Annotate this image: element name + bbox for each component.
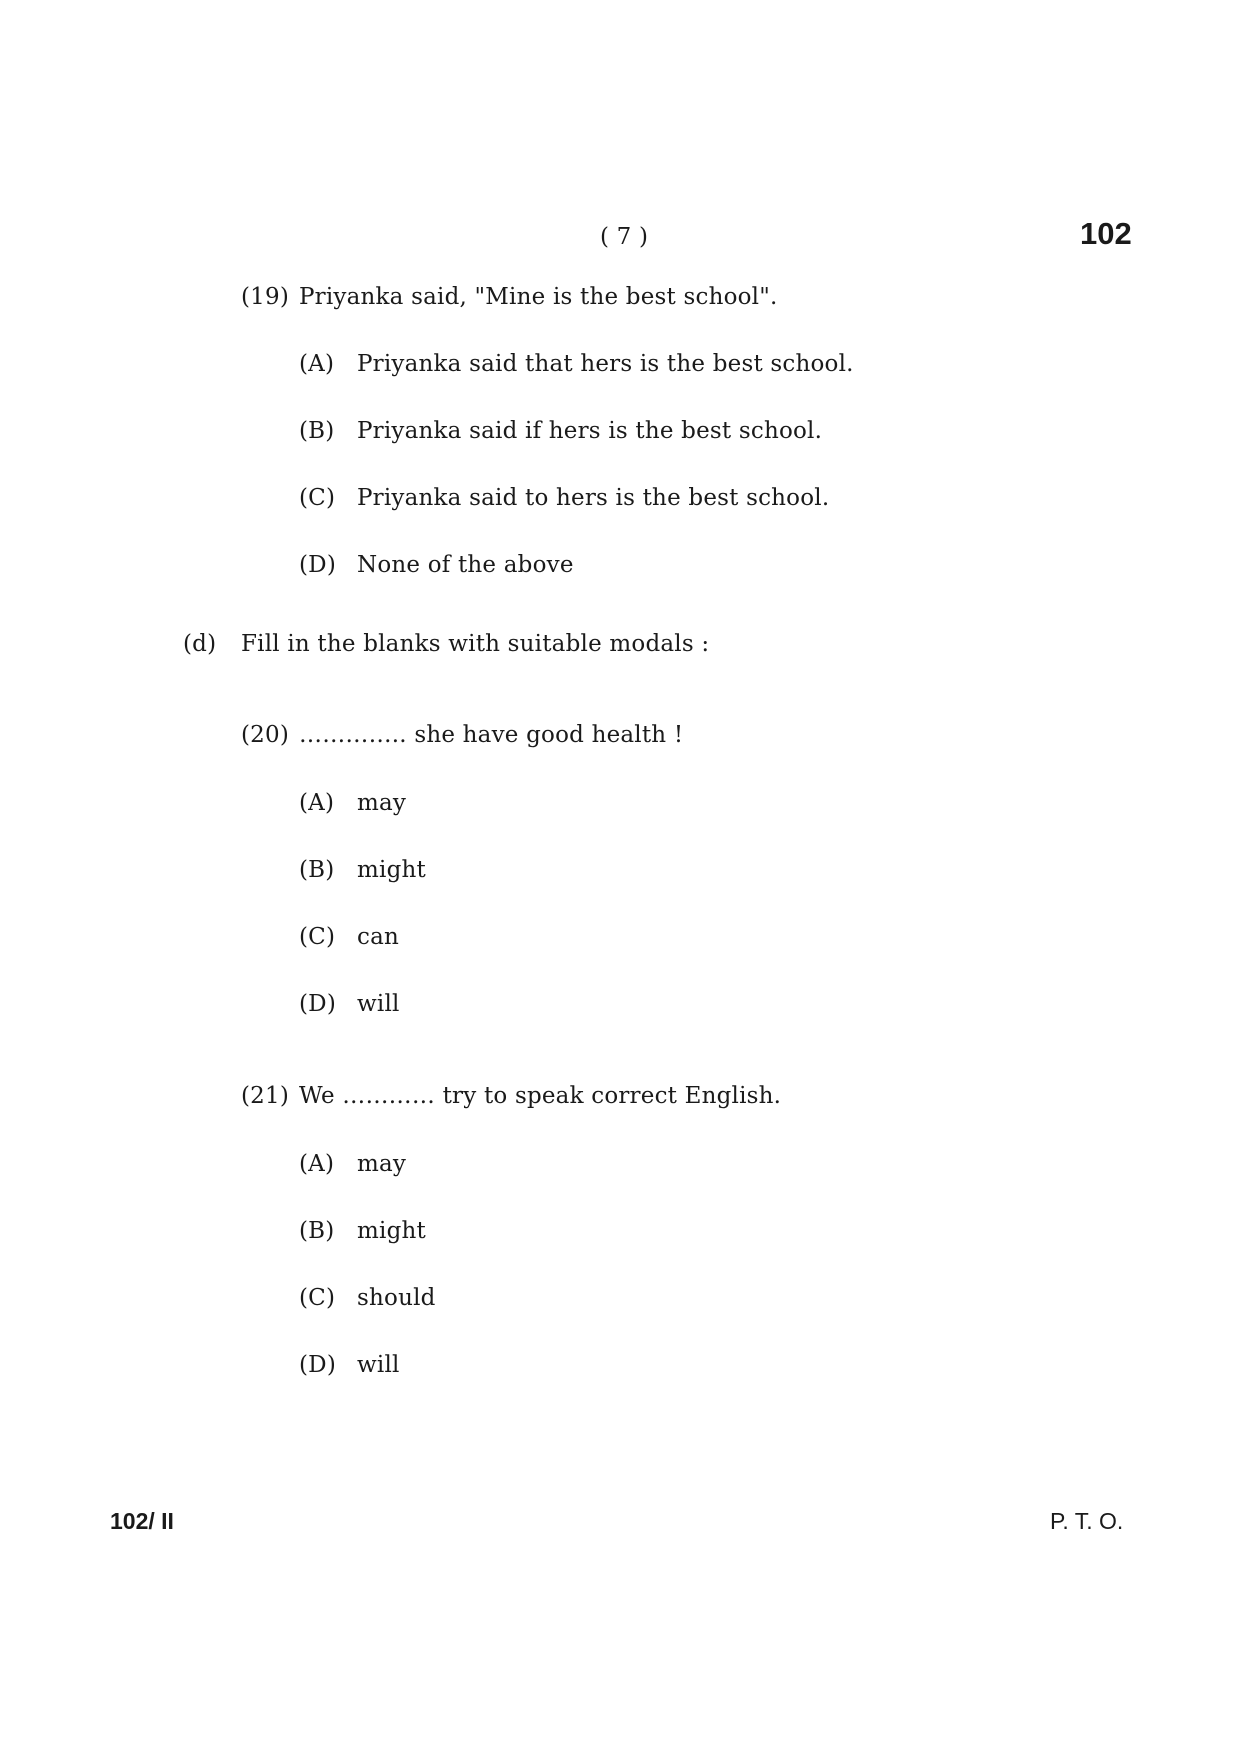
- option-letter: (C): [299, 924, 336, 950]
- section-instruction: Fill in the blanks with suitable modals :: [241, 631, 710, 657]
- section-letter: (d): [183, 631, 217, 657]
- question-number: (19): [241, 284, 290, 310]
- option-text: might: [357, 1218, 426, 1244]
- option-text: should: [357, 1285, 436, 1311]
- option-letter: (A): [299, 351, 335, 377]
- option-19-d: [299, 552, 574, 578]
- section-d-heading: [183, 631, 709, 657]
- option-21-a: [299, 1151, 406, 1177]
- option-text: will: [357, 1352, 400, 1378]
- option-letter: (A): [299, 790, 335, 816]
- option-19-b: [299, 418, 822, 444]
- page-number: ( 7 ): [600, 224, 649, 250]
- option-21-c: [299, 1285, 436, 1311]
- option-letter: (D): [299, 1352, 336, 1378]
- option-text: None of the above: [357, 552, 574, 578]
- option-text: will: [357, 991, 400, 1017]
- footer-paper-code: 102/ II: [110, 1508, 174, 1534]
- question-number: (21): [241, 1083, 290, 1109]
- question-19: [241, 284, 778, 310]
- option-letter: (D): [299, 552, 336, 578]
- option-letter: (D): [299, 991, 336, 1017]
- option-letter: (C): [299, 1285, 336, 1311]
- option-text: can: [357, 924, 400, 950]
- paper-code: 102: [1080, 216, 1132, 251]
- option-letter: (C): [299, 485, 336, 511]
- option-letter: (B): [299, 857, 335, 883]
- question-text: ………….. she have good health !: [299, 722, 684, 748]
- question-21: [241, 1083, 781, 1109]
- option-letter: (A): [299, 1151, 335, 1177]
- question-text: We ………… try to speak correct English.: [299, 1083, 782, 1109]
- option-text: might: [357, 857, 426, 883]
- footer-pto: P. T. O.: [1050, 1508, 1124, 1534]
- option-text: Priyanka said that hers is the best school.: [357, 351, 854, 377]
- question-20: [241, 722, 683, 748]
- option-text: Priyanka said if hers is the best school.: [357, 418, 823, 444]
- option-20-a: [299, 790, 406, 816]
- option-21-d: [299, 1352, 400, 1378]
- option-text: may: [357, 790, 407, 816]
- question-text: Priyanka said, "Mine is the best school".: [299, 284, 778, 310]
- option-20-d: [299, 991, 400, 1017]
- question-number: (20): [241, 722, 290, 748]
- option-19-c: [299, 485, 829, 511]
- option-21-b: [299, 1218, 426, 1244]
- option-text: may: [357, 1151, 407, 1177]
- option-19-a: [299, 351, 854, 377]
- option-letter: (B): [299, 1218, 335, 1244]
- option-20-b: [299, 857, 426, 883]
- option-20-c: [299, 924, 399, 950]
- option-letter: (B): [299, 418, 335, 444]
- option-text: Priyanka said to hers is the best school.: [357, 485, 830, 511]
